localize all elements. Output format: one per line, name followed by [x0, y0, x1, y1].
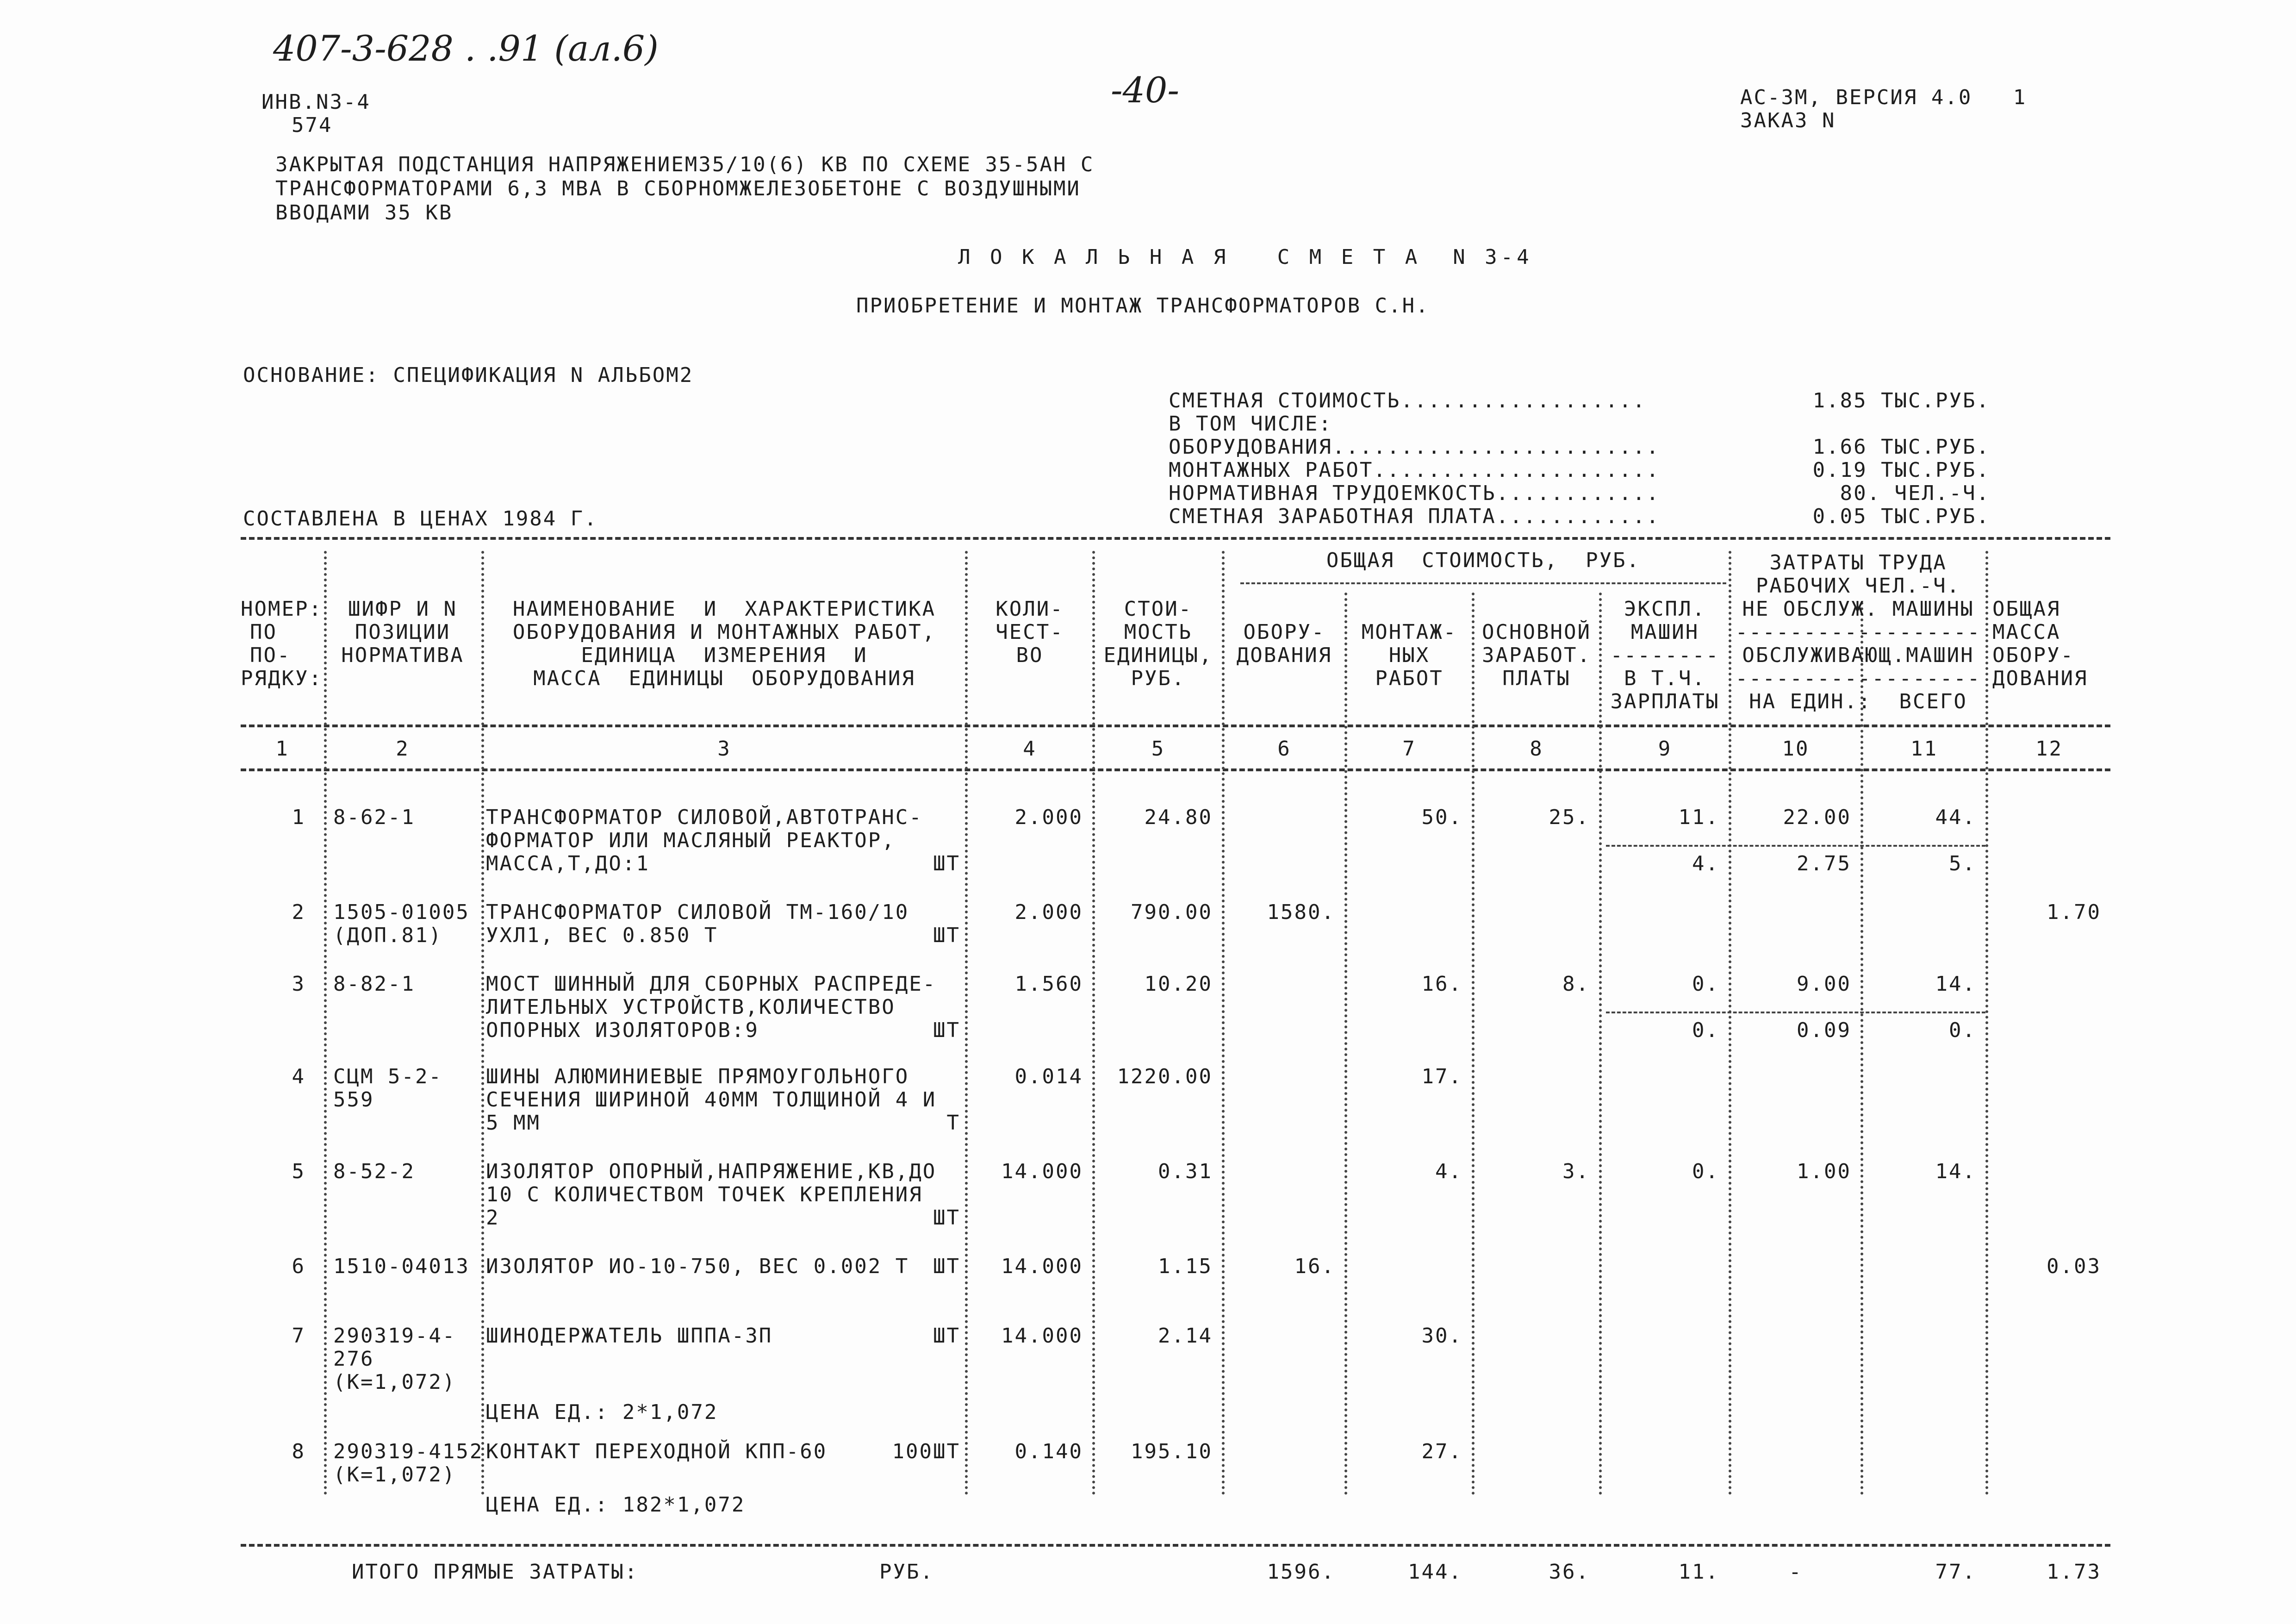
column-number: 3 [717, 737, 731, 761]
row-quantity: 2.000 [1014, 900, 1083, 924]
header-col-8: ПЛАТЫ [1502, 667, 1571, 690]
col-sep [1985, 551, 1988, 1495]
row-number: 6 [292, 1255, 305, 1278]
row-wage: 3. [1562, 1160, 1590, 1183]
header-col-4: ВО [1016, 643, 1044, 667]
inventory-label: ИНВ.N3-4 [261, 90, 371, 114]
row-code: (К=1,072) [333, 1370, 456, 1394]
row-labor-total: 14. [1935, 972, 1976, 996]
col-sep [1344, 593, 1347, 1495]
header-group-labor: ЗАТРАТЫ ТРУДА [1769, 551, 1947, 575]
table-top-rule [241, 537, 2110, 540]
header-col-3: МАССА ЕДИНИЦЫ ОБОРУДОВАНИЯ [533, 667, 915, 690]
row-unit: ШТ [933, 1018, 960, 1042]
header-col-10-11: НЕ ОБСЛУЖ. МАШИНЫ [1742, 597, 1974, 621]
row-name: 2 [486, 1206, 500, 1230]
column-numbers-rule [241, 768, 2110, 771]
column-number: 1 [275, 737, 289, 761]
row-machines-wage: 4. [1692, 852, 1719, 875]
row-name: ОПОРНЫХ ИЗОЛЯТОРОВ:9 [486, 1018, 759, 1042]
row-price-note: ЦЕНА ЕД.: 182*1,072 [486, 1493, 746, 1517]
row-mass: 1.70 [2047, 900, 2101, 924]
row-quantity: 1.560 [1014, 972, 1083, 996]
row-labor-total-service: 5. [1949, 852, 1976, 875]
row-wage: 25. [1549, 806, 1590, 829]
row-labor-unit: 9.00 [1797, 972, 1851, 996]
summary-label: СМЕТНАЯ ЗАРАБОТНАЯ ПЛАТА............ [1169, 505, 1660, 528]
header-col-8: ЗАРАБОТ. [1482, 643, 1591, 667]
col-sep [1092, 551, 1095, 1495]
row-number: 5 [292, 1160, 305, 1183]
header-col-9: МАШИН [1630, 620, 1699, 644]
summary-label: В ТОМ ЧИСЛЕ: [1169, 412, 1332, 436]
row-quantity: 14.000 [1001, 1324, 1083, 1348]
row-montage-cost: 17. [1421, 1065, 1462, 1088]
row-machines: 11. [1678, 806, 1719, 829]
row-unit-price: 10.20 [1144, 972, 1213, 996]
inventory-number: 574 [292, 113, 333, 137]
summary-label: СМЕТНАЯ СТОИМОСТЬ.................. [1169, 389, 1647, 412]
header-col-5: ЕДИНИЦЫ, [1103, 643, 1213, 667]
header-col-1: НОМЕР: [241, 597, 323, 621]
totals-unit: РУБ. [879, 1560, 934, 1584]
row-unit: Т [946, 1111, 960, 1135]
row-code: (К=1,072) [333, 1463, 456, 1487]
row-labor-unit-service: 0.09 [1797, 1018, 1851, 1042]
row-unit-price: 1220.00 [1117, 1065, 1213, 1088]
summary-label: ОБОРУДОВАНИЯ........................ [1169, 435, 1660, 459]
col-sep [965, 551, 968, 1495]
object-title-line-3: ВВОДАМИ 35 КВ [275, 201, 453, 225]
totals-equipment: 1596. [1267, 1560, 1335, 1584]
software-version: АС-3М, ВЕРСИЯ 4.0 1 [1740, 86, 2027, 109]
row-unit-price: 195.10 [1131, 1440, 1213, 1463]
row-quantity: 0.140 [1014, 1440, 1083, 1463]
col-sep [1472, 593, 1475, 1495]
header-col-10-11: НА ЕДИН.: ВСЕГО [1749, 690, 1967, 713]
header-group-cost: ОБЩАЯ СТОИМОСТЬ, РУБ. [1326, 549, 1641, 572]
column-number: 2 [396, 737, 410, 761]
row-equipment-cost: 16. [1294, 1255, 1335, 1278]
row-name: КОНТАКТ ПЕРЕХОДНОЙ КПП-60 [486, 1440, 828, 1463]
header-col-12: МАССА [1992, 620, 2061, 644]
object-title-line-2: ТРАНСФОРМАТОРАМИ 6,3 МВА В СБОРНОМЖЕЛЕЗОБЕТОНЕ С ВОЗДУШНЫМИ [275, 177, 1081, 200]
row-montage-cost: 50. [1421, 806, 1462, 829]
header-col-9: -------- [1610, 643, 1720, 667]
row-name: УХЛ1, ВЕС 0.850 Т [486, 924, 718, 947]
summary-value: 80. ЧЕЛ.-Ч. [1840, 481, 1990, 505]
header-col-3: ЕДИНИЦА ИЗМЕРЕНИЯ И [581, 643, 868, 667]
row-unit: ШТ [933, 1324, 960, 1348]
row-unit: 100ШТ [892, 1440, 960, 1463]
row-code: СЦМ 5-2- [333, 1065, 442, 1088]
order-number: ЗАКАЗ N [1740, 109, 1836, 132]
header-col-7: РАБОТ [1375, 667, 1444, 690]
row-name: ШИНОДЕРЖАТЕЛЬ ШППА-3П [486, 1324, 773, 1348]
column-number: 12 [2035, 737, 2063, 761]
header-bottom-rule [241, 725, 2110, 727]
row-unit: ШТ [933, 1206, 960, 1230]
row-name: ФОРМАТОР ИЛИ МАСЛЯНЫЙ РЕАКТОР, [486, 829, 896, 852]
summary-value: 0.05 ТЫС.РУБ. [1812, 505, 1990, 528]
header-col-10-11: ОБСЛУЖИВАЮЩ.МАШИН [1742, 643, 1974, 667]
column-number: 5 [1151, 737, 1165, 761]
row-name: ИЗОЛЯТОР ИО-10-750, ВЕС 0.002 Т [486, 1255, 909, 1278]
row-name: МАССА,Т,ДО:1 [486, 852, 650, 875]
column-number: 10 [1782, 737, 1810, 761]
header-col-1: ПО [250, 620, 277, 644]
header-col-1: ПО- [250, 643, 291, 667]
column-number: 8 [1530, 737, 1543, 761]
row-montage-cost: 4. [1435, 1160, 1462, 1183]
row-code: 1505-01005 [333, 900, 470, 924]
col-sep [1222, 551, 1225, 1495]
row-name: 5 ММ [486, 1111, 541, 1135]
header-col-5: МОСТЬ [1124, 620, 1193, 644]
row-unit-price: 24.80 [1144, 806, 1213, 829]
handwritten-page-number: -40- [1111, 69, 1180, 111]
header-col-2: НОРМАТИВА [341, 643, 464, 667]
row-quantity: 14.000 [1001, 1255, 1083, 1278]
row-unit: ШТ [933, 924, 960, 947]
row-number: 3 [292, 972, 305, 996]
totals-label: ИТОГО ПРЯМЫЕ ЗАТРАТЫ: [352, 1560, 639, 1584]
row-name: 10 С КОЛИЧЕСТВОМ ТОЧЕК КРЕПЛЕНИЯ [486, 1183, 923, 1206]
header-group-labor: РАБОЧИХ ЧЕЛ.-Ч. [1755, 574, 1961, 598]
row-unit-price: 790.00 [1131, 900, 1213, 924]
header-col-9: В Т.Ч. [1624, 667, 1706, 690]
header-col-4: ЧЕСТ- [996, 620, 1064, 644]
row-machines-wage: 0. [1692, 1018, 1719, 1042]
row-labor-unit: 22.00 [1783, 806, 1851, 829]
row-unit: ШТ [933, 1255, 960, 1278]
row-machines: 0. [1692, 972, 1719, 996]
row-name: ЛИТЕЛЬНЫХ УСТРОЙСТВ,КОЛИЧЕСТВО [486, 995, 896, 1019]
row-code: (ДОП.81) [333, 924, 442, 947]
row-code: 290319-4152 [333, 1440, 484, 1463]
totals-machines: 11. [1678, 1560, 1719, 1584]
summary-label: МОНТАЖНЫХ РАБОТ..................... [1169, 458, 1660, 482]
row-labor-total-service: 0. [1949, 1018, 1976, 1042]
header-col-3: ОБОРУДОВАНИЯ И МОНТАЖНЫХ РАБОТ, [512, 620, 936, 644]
row-equipment-cost: 1580. [1267, 900, 1335, 924]
column-number: 6 [1277, 737, 1291, 761]
summary-label: НОРМАТИВНАЯ ТРУДОЕМКОСТЬ............ [1169, 481, 1660, 505]
row-unit-price: 2.14 [1158, 1324, 1213, 1348]
header-col-10-11: ------------------ [1735, 620, 1981, 644]
column-number: 11 [1910, 737, 1938, 761]
object-title-line-1: ЗАКРЫТАЯ ПОДСТАНЦИЯ НАПРЯЖЕНИЕМ35/10(6) КВ ПО СХЕМЕ 35-5АН С [275, 153, 1095, 176]
row-unit-price: 0.31 [1158, 1160, 1213, 1183]
row-code: 276 [333, 1347, 374, 1371]
col-sep [1860, 602, 1863, 1495]
row-wage: 8. [1562, 972, 1590, 996]
row-labor-unit: 1.00 [1797, 1160, 1851, 1183]
row-code: 8-52-2 [333, 1160, 415, 1183]
row-unit: ШТ [933, 852, 960, 875]
header-col-2: ПОЗИЦИИ [355, 620, 451, 644]
document-title: Л О К А Л Ь Н А Я С М Е Т А N 3-4 [958, 245, 1533, 269]
handwritten-project-number: 407-3-628 . .91 (ал.6) [273, 28, 659, 69]
cost-group-rule [1240, 582, 1726, 584]
header-col-6: ДОВАНИЯ [1236, 643, 1332, 667]
header-col-9: ЭКСПЛ. [1624, 597, 1706, 621]
row-name: ШИНЫ АЛЮМИНИЕВЫЕ ПРЯМОУГОЛЬНОГО [486, 1065, 909, 1088]
summary-value: 0.19 ТЫС.РУБ. [1812, 458, 1990, 482]
row-sub-rule [1606, 1012, 1985, 1013]
summary-value: 1.85 ТЫС.РУБ. [1812, 389, 1990, 412]
row-name: ТРАНСФОРМАТОР СИЛОВОЙ ТМ-160/10 [486, 900, 909, 924]
col-sep [324, 551, 327, 1495]
row-montage-cost: 16. [1421, 972, 1462, 996]
column-number: 9 [1658, 737, 1672, 761]
totals-mass: 1.73 [2047, 1560, 2101, 1584]
row-labor-unit-service: 2.75 [1797, 852, 1851, 875]
row-number: 8 [292, 1440, 305, 1463]
header-col-7: НЫХ [1388, 643, 1430, 667]
header-col-6: ОБОРУ- [1243, 620, 1325, 644]
row-montage-cost: 30. [1421, 1324, 1462, 1348]
header-col-3: НАИМЕНОВАНИЕ И ХАРАКТЕРИСТИКА [512, 597, 936, 621]
totals-labor-unit: - [1789, 1560, 1803, 1584]
column-number: 7 [1402, 737, 1416, 761]
row-number: 4 [292, 1065, 305, 1088]
header-col-8: ОСНОВНОЙ [1482, 620, 1591, 644]
totals-montage: 144. [1408, 1560, 1462, 1584]
row-unit-price: 1.15 [1158, 1255, 1213, 1278]
header-col-10-11: ------------------ [1735, 667, 1981, 690]
header-col-5: СТОИ- [1124, 597, 1193, 621]
col-sep [481, 551, 484, 1495]
header-col-2: ШИФР И N [348, 597, 457, 621]
prices-note: СОСТАВЛЕНА В ЦЕНАХ 1984 Г. [243, 507, 598, 531]
header-col-4: КОЛИ- [996, 597, 1064, 621]
row-quantity: 14.000 [1001, 1160, 1083, 1183]
row-code: 8-82-1 [333, 972, 415, 996]
row-quantity: 0.014 [1014, 1065, 1083, 1088]
header-col-5: РУБ. [1131, 667, 1186, 690]
row-number: 1 [292, 806, 305, 829]
row-code: 8-62-1 [333, 806, 415, 829]
header-col-1: РЯДКУ: [241, 667, 323, 690]
totals-labor-total: 77. [1935, 1560, 1976, 1584]
col-sep [1599, 593, 1602, 1495]
row-mass: 0.03 [2047, 1255, 2101, 1278]
header-col-12: ОБОРУ- [1992, 643, 2074, 667]
row-code: 1510-04013 [333, 1255, 470, 1278]
basis: ОСНОВАНИЕ: СПЕЦИФИКАЦИЯ N АЛЬБОМ2 [243, 363, 694, 387]
row-name: ТРАНСФОРМАТОР СИЛОВОЙ,АВТОТРАНС- [486, 806, 923, 829]
row-name: ИЗОЛЯТОР ОПОРНЫЙ,НАПРЯЖЕНИЕ,КВ,ДО [486, 1160, 937, 1183]
row-code: 290319-4- [333, 1324, 456, 1348]
row-price-note: ЦЕНА ЕД.: 2*1,072 [486, 1400, 718, 1424]
header-col-12: ОБЩАЯ [1992, 597, 2061, 621]
column-number: 4 [1023, 737, 1037, 761]
row-labor-total: 44. [1935, 806, 1976, 829]
row-name: СЕЧЕНИЯ ШИРИНОЙ 40ММ ТОЛЩИНОЙ 4 И [486, 1088, 937, 1112]
totals-wage: 36. [1549, 1560, 1590, 1584]
row-name: МОСТ ШИННЫЙ ДЛЯ СБОРНЫХ РАСПРЕДЕ- [486, 972, 937, 996]
row-number: 2 [292, 900, 305, 924]
header-col-12: ДОВАНИЯ [1992, 667, 2088, 690]
row-sub-rule [1606, 845, 1985, 847]
row-code: 559 [333, 1088, 374, 1112]
document-subtitle: ПРИОБРЕТЕНИЕ И МОНТАЖ ТРАНСФОРМАТОРОВ С.Н. [856, 294, 1430, 318]
row-montage-cost: 27. [1421, 1440, 1462, 1463]
row-number: 7 [292, 1324, 305, 1348]
row-quantity: 2.000 [1014, 806, 1083, 829]
header-col-7: МОНТАЖ- [1361, 620, 1457, 644]
row-machines: 0. [1692, 1160, 1719, 1183]
row-labor-total: 14. [1935, 1160, 1976, 1183]
header-col-9: ЗАРПЛАТЫ [1610, 690, 1720, 713]
totals-rule [241, 1544, 2110, 1547]
summary-value: 1.66 ТЫС.РУБ. [1812, 435, 1990, 459]
